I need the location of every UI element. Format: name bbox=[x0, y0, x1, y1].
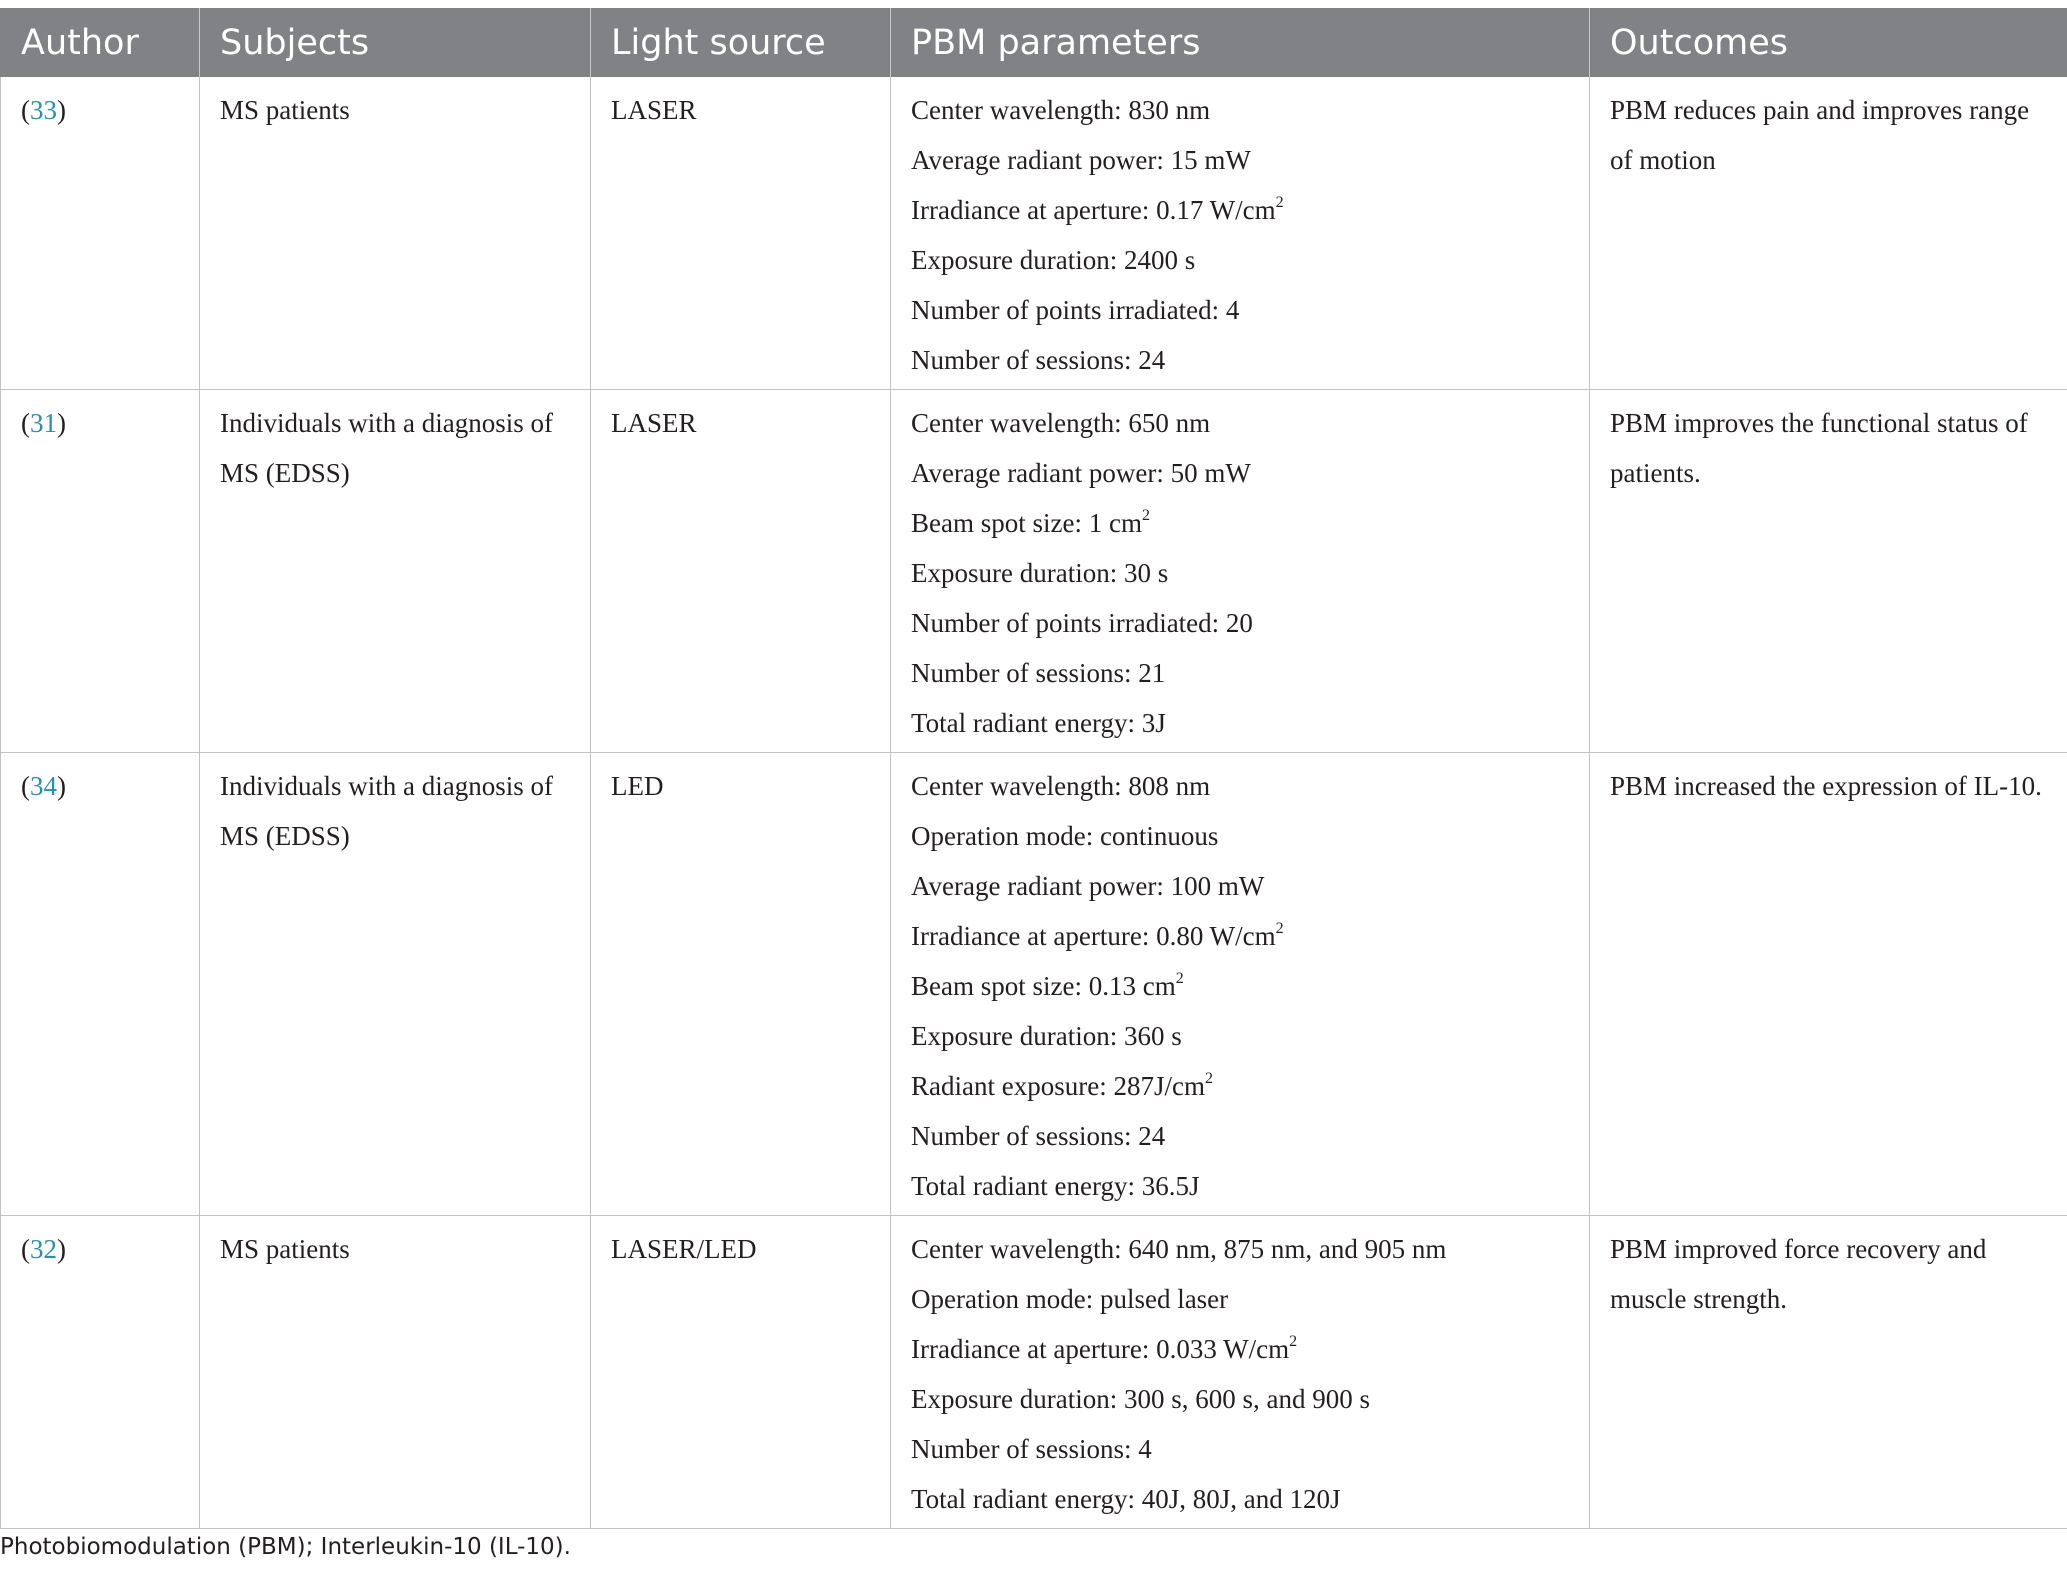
outcomes-cell bbox=[1590, 753, 2067, 1216]
paren-open: ( bbox=[21, 1234, 30, 1264]
parameter-line bbox=[911, 598, 1569, 648]
parameter-text: Beam spot size: 0.13 cm bbox=[911, 971, 1176, 1001]
header-author: Author bbox=[1, 8, 200, 77]
header-outcomes: Outcomes bbox=[1590, 8, 2067, 77]
parameter-line bbox=[911, 85, 1569, 135]
subjects-cell: MS patients bbox=[200, 1216, 591, 1529]
parameter-line bbox=[911, 448, 1569, 498]
parameter-text: Center wavelength: 808 nm bbox=[911, 771, 1211, 801]
parameter-line bbox=[911, 1111, 1569, 1161]
parameter-line bbox=[911, 185, 1569, 235]
parameter-line bbox=[911, 911, 1569, 961]
outcomes-cell bbox=[1590, 1216, 2067, 1529]
subjects-cell: MS patients bbox=[200, 77, 591, 390]
paren-close: ) bbox=[57, 771, 66, 801]
superscript-two: 2 bbox=[1141, 507, 1150, 524]
parameter-text: Average radiant power: 100 mW bbox=[911, 871, 1265, 901]
pbm-parameters-cell bbox=[891, 390, 1590, 753]
parameter-text: Number of sessions: 24 bbox=[911, 1121, 1166, 1151]
parameter-text: Irradiance at aperture: 0.033 W/cm bbox=[911, 1334, 1290, 1364]
parameter-line bbox=[911, 1274, 1569, 1324]
parameter-line bbox=[911, 548, 1569, 598]
subjects-cell: Individuals with a diagnosis of MS (EDSS) bbox=[200, 390, 591, 753]
superscript-two: 2 bbox=[1175, 970, 1184, 987]
superscript-two: 2 bbox=[1204, 1070, 1213, 1087]
pbm-parameters-cell bbox=[891, 1216, 1590, 1529]
parameter-text: Exposure duration: 300 s, 600 s, and 900 s bbox=[911, 1384, 1370, 1414]
subjects-cell: Individuals with a diagnosis of MS (EDSS) bbox=[200, 753, 591, 1216]
header-subjects: Subjects bbox=[200, 8, 591, 77]
table-row bbox=[1, 390, 2067, 753]
outcome-text: PBM improves the functional status of patients. bbox=[1610, 408, 2028, 488]
parameter-text: Number of sessions: 24 bbox=[911, 345, 1166, 375]
author-cell bbox=[1, 753, 200, 1216]
paren-open: ( bbox=[21, 95, 30, 125]
parameter-line bbox=[911, 698, 1569, 748]
parameter-text: Center wavelength: 650 nm bbox=[911, 408, 1211, 438]
light-source-cell: LASER bbox=[591, 77, 891, 390]
parameter-text: Center wavelength: 830 nm bbox=[911, 95, 1211, 125]
paren-open: ( bbox=[21, 771, 30, 801]
reference-link[interactable]: 31 bbox=[30, 408, 57, 438]
parameter-text: Average radiant power: 50 mW bbox=[911, 458, 1251, 488]
parameter-line bbox=[911, 961, 1569, 1011]
light-source-cell: LASER/LED bbox=[591, 1216, 891, 1529]
pbm-parameters-cell bbox=[891, 753, 1590, 1216]
table-row bbox=[1, 753, 2067, 1216]
parameter-line bbox=[911, 335, 1569, 385]
outcome-text: PBM increased the expression of IL-10. bbox=[1610, 771, 2042, 801]
pbm-parameters-cell bbox=[891, 77, 1590, 390]
parameter-line bbox=[911, 1011, 1569, 1061]
parameter-text: Irradiance at aperture: 0.17 W/cm bbox=[911, 195, 1276, 225]
parameter-text: Operation mode: pulsed laser bbox=[911, 1284, 1229, 1314]
parameter-text: Radiant exposure: 287J/cm bbox=[911, 1071, 1205, 1101]
parameter-text: Total radiant energy: 40J, 80J, and 120J bbox=[911, 1484, 1341, 1514]
author-cell bbox=[1, 1216, 200, 1529]
parameter-text: Beam spot size: 1 cm bbox=[911, 508, 1142, 538]
parameter-line bbox=[911, 1424, 1569, 1474]
light-source-cell: LASER bbox=[591, 390, 891, 753]
parameter-line bbox=[911, 648, 1569, 698]
superscript-two: 2 bbox=[1289, 1333, 1298, 1350]
parameter-text: Number of sessions: 21 bbox=[911, 658, 1166, 688]
paren-open: ( bbox=[21, 408, 30, 438]
paren-close: ) bbox=[57, 408, 66, 438]
parameter-line bbox=[911, 761, 1569, 811]
parameter-text: Number of points irradiated: 4 bbox=[911, 295, 1240, 325]
author-cell bbox=[1, 390, 200, 753]
parameter-line bbox=[911, 861, 1569, 911]
parameter-line bbox=[911, 498, 1569, 548]
header-pbm-parameters: PBM parameters bbox=[891, 8, 1590, 77]
parameter-line bbox=[911, 1161, 1569, 1211]
parameter-line bbox=[911, 1374, 1569, 1424]
table-row bbox=[1, 77, 2067, 390]
author-cell bbox=[1, 77, 200, 390]
table-footnote: Photobiomodulation (PBM); Interleukin-10 (IL-10). bbox=[0, 1534, 571, 1560]
parameter-line bbox=[911, 1224, 1569, 1274]
parameter-text: Operation mode: continuous bbox=[911, 821, 1219, 851]
outcomes-cell bbox=[1590, 77, 2067, 390]
pbm-studies-table bbox=[0, 8, 2067, 1529]
parameter-text: Average radiant power: 15 mW bbox=[911, 145, 1251, 175]
outcomes-cell bbox=[1590, 390, 2067, 753]
header-light-source: Light source bbox=[591, 8, 891, 77]
parameter-text: Center wavelength: 640 nm, 875 nm, and 905 nm bbox=[911, 1234, 1447, 1264]
light-source-cell: LED bbox=[591, 753, 891, 1216]
parameter-line bbox=[911, 811, 1569, 861]
outcome-text: PBM reduces pain and improves range of motion bbox=[1610, 95, 2030, 175]
parameter-text: Irradiance at aperture: 0.80 W/cm bbox=[911, 921, 1276, 951]
parameter-text: Number of sessions: 4 bbox=[911, 1434, 1152, 1464]
parameter-line bbox=[911, 1324, 1569, 1374]
parameter-line bbox=[911, 1474, 1569, 1524]
parameter-line bbox=[911, 1061, 1569, 1111]
superscript-two: 2 bbox=[1275, 920, 1284, 937]
parameter-text: Exposure duration: 2400 s bbox=[911, 245, 1196, 275]
parameter-line bbox=[911, 285, 1569, 335]
outcome-text: PBM improved force recovery and muscle strength. bbox=[1610, 1234, 1987, 1314]
paren-close: ) bbox=[57, 95, 66, 125]
parameter-line bbox=[911, 398, 1569, 448]
table-row bbox=[1, 1216, 2067, 1529]
parameter-line bbox=[911, 235, 1569, 285]
superscript-two: 2 bbox=[1275, 194, 1284, 211]
reference-link[interactable]: 32 bbox=[30, 1234, 57, 1264]
reference-link[interactable]: 33 bbox=[30, 95, 57, 125]
parameter-text: Total radiant energy: 3J bbox=[911, 708, 1166, 738]
reference-link[interactable]: 34 bbox=[30, 771, 57, 801]
parameter-line bbox=[911, 135, 1569, 185]
table-header-row bbox=[1, 8, 2067, 77]
parameter-text: Total radiant energy: 36.5J bbox=[911, 1171, 1200, 1201]
parameter-text: Exposure duration: 30 s bbox=[911, 558, 1169, 588]
parameter-text: Number of points irradiated: 20 bbox=[911, 608, 1253, 638]
parameter-text: Exposure duration: 360 s bbox=[911, 1021, 1182, 1051]
paren-close: ) bbox=[57, 1234, 66, 1264]
